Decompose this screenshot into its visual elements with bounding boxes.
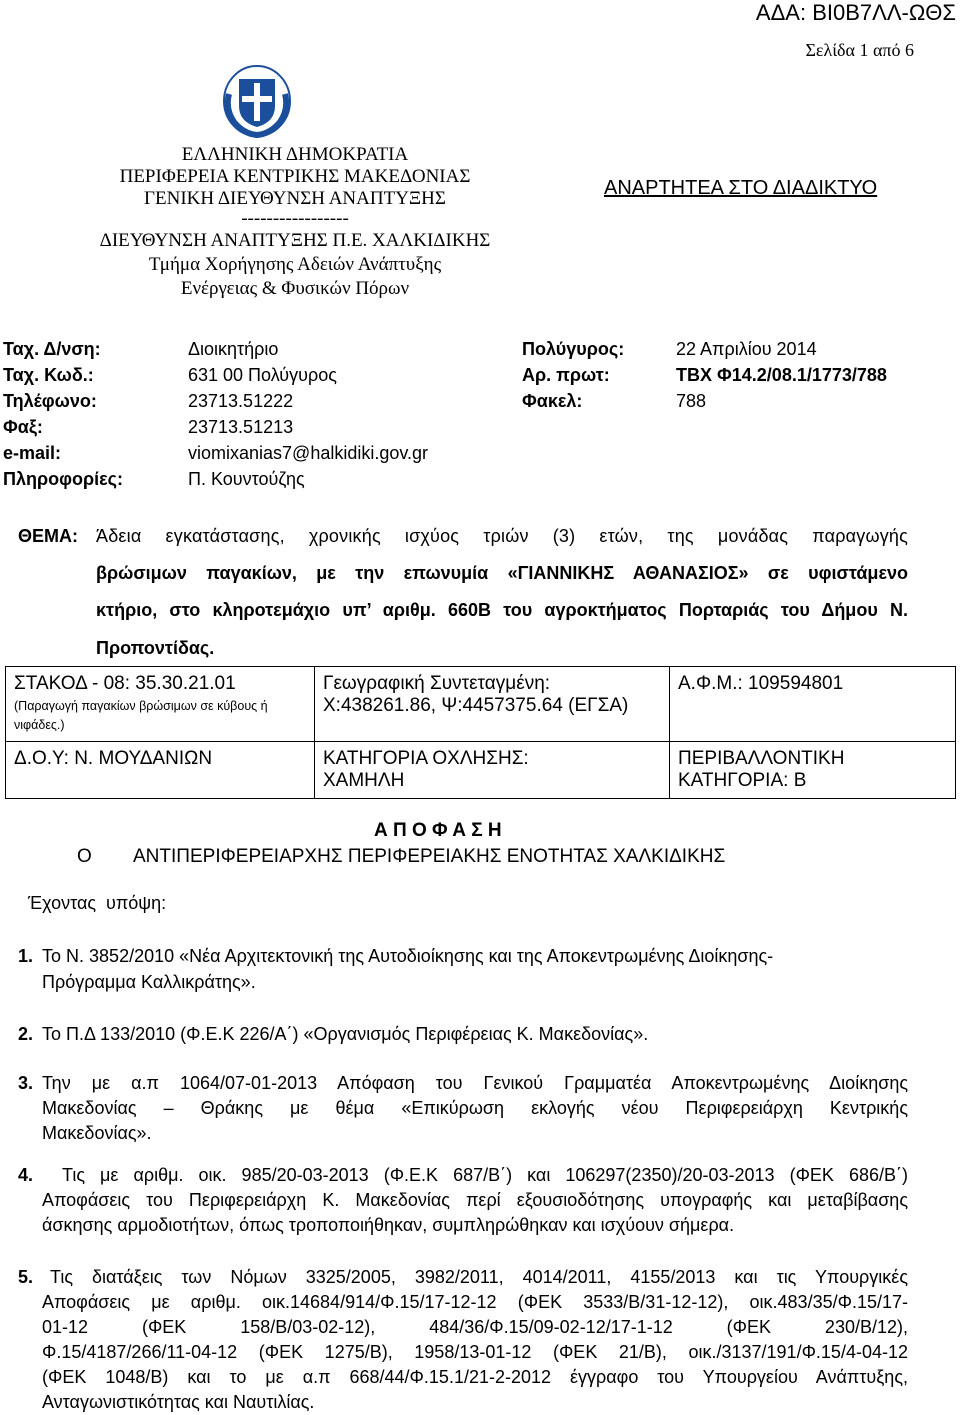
authority-line-department: Τμήμα Χορήγησης Αδειών Ανάπτυξης [148, 254, 442, 275]
value-fax: 23713.51213 [188, 417, 294, 437]
afm: Α.Φ.Μ.: 109594801 [678, 673, 844, 694]
geo-label: Γεωγραφική Συντεταγμένη: [323, 673, 551, 694]
geo-cell [315, 667, 670, 742]
item-4 [18, 1163, 908, 1238]
nuisance-label: ΚΑΤΗΓΟΡΙΑ ΟΧΛΗΣΗΣ: [323, 748, 529, 769]
ada-code: ΑΔΑ: ΒΙ0Β7ΛΛ-ΩΘΣ [755, 0, 956, 25]
env-label: ΠΕΡΙΒΑΛΛΟΝΤΙΚΗ [678, 748, 845, 769]
protocol-label: Αρ. πρωτ: [522, 365, 610, 385]
authority-line-republic: ΕΛΛΗΝΙΚΗ ΔΗΜΟΚΡΑΤΙΑ [181, 144, 409, 165]
decision-date: 22 Απριλίου 2014 [676, 339, 817, 359]
meta-labels [522, 336, 624, 414]
label-phone: Τηλέφωνο: [3, 391, 97, 411]
item-line: 01-12 (ΦΕΚ 158/Β/03-02-12), 484/36/Φ.15/09-02-12/17-1-12 (ΦΕΚ 230/Β/12), [42, 1317, 908, 1337]
env-value: ΚΑΤΗΓΟΡΙΑ: Β [678, 770, 807, 791]
item-line: Πρόγραμμα Καλλικράτης». [42, 972, 256, 992]
item-line: Ανταγωνιστικότητας και Ναυτιλίας. [42, 1392, 315, 1412]
value-info: Π. Κουντούζης [188, 469, 305, 489]
item-line: Μακεδονίας». [42, 1123, 152, 1143]
subject-line-2: βρώσιμων παγακίων, με την επωνυμία «ΓΙΑΝΝΙΚΗΣ ΑΘΑΝΑΣΙΟΣ» σε υφιστάμενο [96, 563, 908, 583]
stakod-cell [6, 667, 315, 742]
decision-o: Ο [77, 846, 92, 867]
doy-cell [6, 742, 315, 799]
label-fax: Φαξ: [3, 417, 43, 437]
env-cell [670, 742, 956, 799]
label-postal-code: Ταχ. Κωδ.: [3, 365, 94, 385]
item-line: Αποφάσεις του Περιφερειάρχη Κ. Μακεδονίας περί εξουσιοδότησης υπογραφής και μεταβίβασης [42, 1190, 908, 1210]
label-info: Πληροφορίες: [3, 469, 124, 489]
decision-official: ΑΝΤΙΠΕΡΙΦΕΡΕΙΑΡΧΗΣ ΠΕΡΙΦΕΡΕΙΑΚΗΣ ΕΝΟΤΗΤΑΣ ΧΑΛΚΙΔΙΚΗΣ [133, 846, 726, 867]
authority-line-directorate: ΔΙΕΥΘΥΝΣΗ ΑΝΑΠΤΥΞΗΣ Π.Ε. ΧΑΛΚΙΔΙΚΗΣ [99, 230, 491, 251]
label-address: Ταχ. Δ/νση: [3, 339, 101, 359]
contact-values [188, 336, 428, 492]
protocol-number: ΤΒΧ Φ14.2/08.1/1773/788 [676, 365, 887, 385]
item-line: Μακεδονίας – Θράκης με θέμα «Επικύρωση εκλογής νέου Περιφερειάρχη Κεντρικής [42, 1098, 908, 1118]
item-line: Φ.15/4187/266/11-04-12 (ΦΕΚ 1275/Β), 1958/13-01-12 (ΦΕΚ 21/Β), οικ./3137/191/Φ.15/4-04-12 [42, 1342, 908, 1362]
authority-line-region: ΠΕΡΙΦΕΡΕΙΑ ΚΕΝΤΡΙΚΗΣ ΜΑΚΕΔΟΝΙΑΣ [119, 166, 471, 187]
item-number: 1. [18, 946, 34, 966]
codes-row [6, 742, 956, 799]
item-line: Το Π.Δ 133/2010 (Φ.Ε.Κ 226/Α΄) «Οργανισμός Περιφέρειας Κ. Μακεδονίας». [42, 1024, 649, 1044]
item-line: (ΦΕΚ 1048/Β) και το με α.π 668/44/Φ.15.1/21-2-2012 έγγραφο του Υπουργείου Ανάπτυξης, [42, 1367, 908, 1387]
authority-separator: ----------------- [241, 208, 349, 229]
afm-cell [670, 667, 956, 742]
folder-label: Φακελ: [522, 391, 583, 411]
item-line: Τις με αριθμ. οικ. 985/20-03-2013 (Φ.Ε.Κ 687/Β΄) και 106297(2350)/20-03-2013 (ΦΕΚ 686/Β΄) [62, 1165, 908, 1185]
label-email: e-mail: [3, 443, 62, 463]
item-5 [18, 1265, 908, 1415]
item-line: Την με α.π 1064/07-01-2013 Απόφαση του Γενικού Γραμματέα Αποκεντρωμένης Διοίκησης [42, 1073, 908, 1093]
decision-title: Α Π Ο Φ Α Σ Η [374, 820, 502, 841]
nuisance-cell [315, 742, 670, 799]
authority-header [90, 142, 500, 302]
item-line: Τις διατάξεις των Νόμων 3325/2005, 3982/2011, 4014/2011, 4155/2013 και τις Υπουργικές [50, 1267, 908, 1287]
item-2 [18, 1021, 908, 1047]
page-number: Σελίδα 1 από 6 [805, 40, 914, 60]
item-line: άσκησης αρμοδιοτήτων, όπως τροποποιήθηκαν, συμπληρώθηκαν και ισχύουν σήμερα. [42, 1215, 735, 1235]
posting-notice: ΑΝΑΡΤΗΤΕΑ ΣΤΟ ΔΙΑΔΙΚΤΥΟ [604, 177, 878, 199]
stakod-code: ΣΤΑΚΟΔ - 08: 35.30.21.01 [14, 673, 236, 694]
subject-line-3: κτήριο, στο κληροτεμάχιο υπ’ αριθμ. 660Β του αγροκτήματος Πορταριάς του Δήμου Ν. [96, 600, 908, 620]
item-number: 4. [18, 1165, 34, 1185]
authority-line-directorate-general: ΓΕΝΙΚΗ ΔΙΕΥΘΥΝΣΗ ΑΝΑΠΤΥΞΗΣ [144, 188, 446, 209]
place-label: Πολύγυρος: [522, 339, 625, 359]
doy: Δ.Ο.Υ: Ν. ΜΟΥΔΑΝΙΩΝ [14, 748, 213, 769]
codes-row [6, 667, 956, 742]
item-line: Το Ν. 3852/2010 «Νέα Αρχιτεκτονική της Αυτοδιοίκησης και της Αποκεντρωμένης Διοίκησης- [42, 946, 774, 966]
value-postal-code: 631 00 Πολύγυρος [188, 365, 337, 385]
folder-number: 788 [676, 391, 707, 411]
item-number: 3. [18, 1073, 34, 1093]
item-3 [18, 1071, 908, 1146]
item-number: 2. [18, 1024, 34, 1044]
item-1 [18, 943, 908, 995]
value-email: viomixanias7@halkidiki.gov.gr [188, 443, 429, 463]
activity-codes-table [5, 666, 956, 799]
value-phone: 23713.51222 [188, 391, 294, 411]
subject-line-4: Προποντίδας. [96, 638, 215, 658]
authority-line-department-cont: Ενέργειας & Φυσικών Πόρων [180, 278, 410, 299]
nuisance-value: ΧΑΜΗΛΗ [323, 770, 405, 791]
subject-line-1: Άδεια εγκατάστασης, χρονικής ισχύος τριών (3) ετών, της μονάδας παραγωγής [96, 526, 908, 546]
subject-label: ΘΕΜΑ: [18, 526, 78, 546]
greek-coat-of-arms-emblem [222, 64, 292, 138]
meta-values [676, 336, 887, 414]
considering-heading: Έχοντας υπόψη: [28, 893, 167, 913]
value-address: Διοικητήριο [188, 339, 279, 359]
stakod-note: (Παραγωγή παγακίων βρώσιμων σε κύβους ή νιφάδες.) [14, 699, 268, 732]
contact-labels [3, 336, 123, 492]
item-number: 5. [18, 1267, 34, 1287]
item-line: Αποφάσεις με αριθμ. οικ.14684/914/Φ.15/17-12-12 (ΦΕΚ 3533/Β/31-12-12), οικ.483/35/Φ.15/17- [42, 1292, 908, 1312]
geo-value: Χ:438261.86, Ψ:4457375.64 (ΕΓΣΑ) [323, 695, 629, 716]
